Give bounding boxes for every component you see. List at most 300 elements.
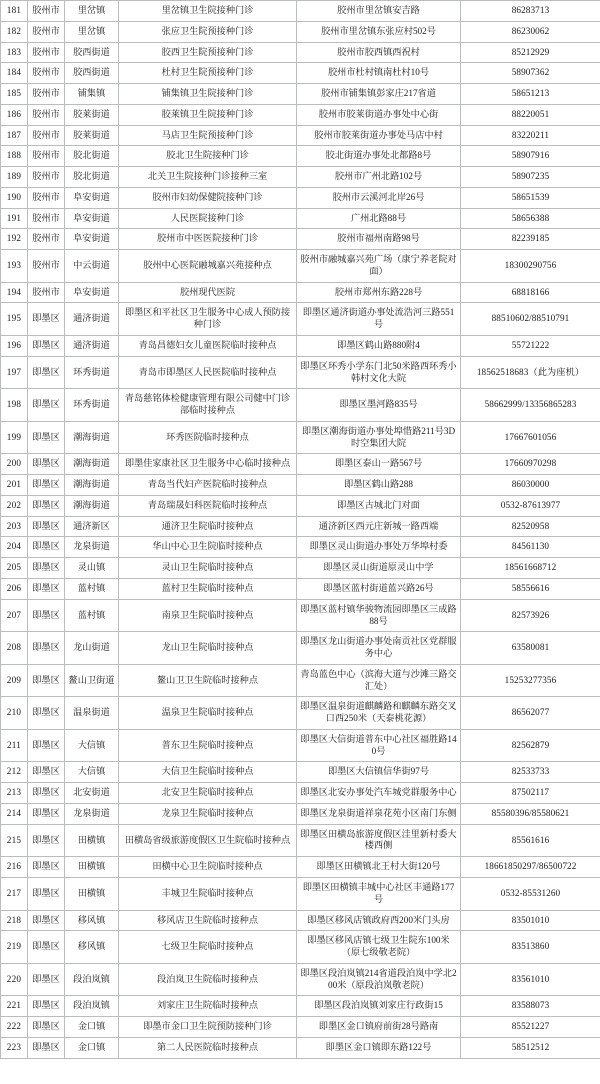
row-town-cell: 胶莱街道 — [65, 104, 119, 125]
row-address-cell: 胶州市胶莱街道办事处中心街 — [297, 104, 461, 125]
table-row — [1, 42, 600, 63]
row-phone-cell: 58651539 — [461, 187, 600, 208]
row-index-cell: 191 — [1, 208, 28, 229]
row-address-cell: 即墨区金口镇即东路122号 — [297, 1037, 461, 1058]
row-name-cell: 北关卫生院接种门诊接种三室 — [119, 167, 297, 188]
row-name-cell: 胶州市中医医院接种门诊 — [119, 229, 297, 250]
row-name-cell: 青岛昌德妇女儿童医院临时接种点 — [119, 336, 297, 357]
row-town-cell: 龙泉街道 — [65, 803, 119, 824]
row-town-cell: 阜安街道 — [65, 282, 119, 303]
row-name-cell: 青岛市即墨区人民医院临时接种点 — [119, 356, 297, 389]
row-name-cell: 胶州现代医院 — [119, 282, 297, 303]
table-row — [1, 1017, 600, 1038]
row-address-cell: 胶北街道办事处北都路8号 — [297, 146, 461, 167]
row-name-cell: 移风店卫生院临时接种点 — [119, 910, 297, 931]
row-address-cell: 即墨区移风店镇政府西200米门头房 — [297, 910, 461, 931]
table-row — [1, 1, 600, 22]
row-city-cell: 即墨区 — [28, 783, 65, 804]
row-address-cell: 胶州市胶莱街道办事处马店中村 — [297, 125, 461, 146]
row-index-cell: 213 — [1, 783, 28, 804]
row-city-cell: 即墨区 — [28, 803, 65, 824]
row-city-cell: 即墨区 — [28, 303, 65, 336]
row-phone-cell: 15253277356 — [461, 664, 600, 697]
row-name-cell: 华山中心卫生院临时接种点 — [119, 537, 297, 558]
row-index-cell: 221 — [1, 996, 28, 1017]
row-city-cell: 即墨区 — [28, 475, 65, 496]
row-address-cell: 即墨区灵山街道办事处万华埠村委 — [297, 537, 461, 558]
row-town-cell: 段泊岚镇 — [65, 996, 119, 1017]
row-name-cell: 青岛瑞晟妇科医院临时接种点 — [119, 495, 297, 516]
row-index-cell: 223 — [1, 1037, 28, 1058]
table-row — [1, 1037, 600, 1058]
row-name-cell: 张应卫生院预接种门诊 — [119, 21, 297, 42]
row-address-cell: 青岛蓝色中心（滨海大道与沙滩三路交汇处） — [297, 664, 461, 697]
row-city-cell: 胶州市 — [28, 250, 65, 283]
table-row — [1, 187, 600, 208]
row-index-cell: 195 — [1, 303, 28, 336]
row-index-cell: 181 — [1, 1, 28, 22]
row-town-cell: 大信镇 — [65, 762, 119, 783]
row-phone-cell: 18300290756 — [461, 250, 600, 283]
table-row — [1, 632, 600, 665]
row-town-cell: 里岔镇 — [65, 1, 119, 22]
row-name-cell: 里岔镇卫生院接种门诊 — [119, 1, 297, 22]
row-phone-cell: 85580396/85580621 — [461, 803, 600, 824]
table-row — [1, 229, 600, 250]
row-name-cell: 即墨区和平社区卫生服务中心成人预防接种门诊 — [119, 303, 297, 336]
row-name-cell: 蓝村卫生院临时接种点 — [119, 578, 297, 599]
row-name-cell: 第二人民医院临时接种点 — [119, 1037, 297, 1058]
row-city-cell: 即墨区 — [28, 664, 65, 697]
row-town-cell: 胶莱街道 — [65, 125, 119, 146]
row-index-cell: 200 — [1, 454, 28, 475]
row-town-cell: 胶北街道 — [65, 146, 119, 167]
row-city-cell: 即墨区 — [28, 910, 65, 931]
row-phone-cell: 18562518683（此为座机） — [461, 356, 600, 389]
row-name-cell: 即墨佳家康社区卫生服务中心临时接种点 — [119, 454, 297, 475]
row-index-cell: 210 — [1, 697, 28, 730]
row-name-cell: 鳌山卫卫生院临时接种点 — [119, 664, 297, 697]
row-address-cell: 即墨区潮海街道办事处埠惜路211号3D时空集团大院 — [297, 421, 461, 454]
row-city-cell: 胶州市 — [28, 208, 65, 229]
row-index-cell: 196 — [1, 336, 28, 357]
row-city-cell: 即墨区 — [28, 1017, 65, 1038]
table-row — [1, 931, 600, 964]
row-address-cell: 胶州市广州北路102号 — [297, 167, 461, 188]
row-name-cell: 胶州市妇幼保健院接种门诊 — [119, 187, 297, 208]
row-phone-cell: 55721222 — [461, 336, 600, 357]
row-index-cell: 186 — [1, 104, 28, 125]
row-name-cell: 即墨市金口卫生院预防接种门诊 — [119, 1017, 297, 1038]
row-phone-cell: 82562879 — [461, 729, 600, 762]
table-row — [1, 729, 600, 762]
row-phone-cell: 83220211 — [461, 125, 600, 146]
row-name-cell: 大信卫生院临时接种点 — [119, 762, 297, 783]
table-row — [1, 250, 600, 283]
row-town-cell: 蓝村镇 — [65, 578, 119, 599]
row-city-cell: 胶州市 — [28, 84, 65, 105]
row-phone-cell: 58662999/13356865283 — [461, 389, 600, 422]
row-town-cell: 铺集镇 — [65, 84, 119, 105]
row-town-cell: 潮海街道 — [65, 454, 119, 475]
row-city-cell: 即墨区 — [28, 857, 65, 878]
row-address-cell: 胶州市铺集镇彭家庄217省道 — [297, 84, 461, 105]
row-name-cell: 温泉卫生院临时接种点 — [119, 697, 297, 730]
row-index-cell: 214 — [1, 803, 28, 824]
row-address-cell: 胶州市里岔镇安吉路 — [297, 1, 461, 22]
row-index-cell: 204 — [1, 537, 28, 558]
row-address-cell: 通济新区西元庄新城一路西端 — [297, 516, 461, 537]
row-name-cell: 胶北卫生院接种门诊 — [119, 146, 297, 167]
row-city-cell: 即墨区 — [28, 632, 65, 665]
row-address-cell: 即墨区鹤山路288 — [297, 475, 461, 496]
row-phone-cell: 0532-85531260 — [461, 877, 600, 910]
table-row — [1, 664, 600, 697]
row-phone-cell: 17660970298 — [461, 454, 600, 475]
row-address-cell: 胶州市杜村镇南杜村10号 — [297, 63, 461, 84]
row-index-cell: 198 — [1, 389, 28, 422]
row-city-cell: 胶州市 — [28, 187, 65, 208]
row-city-cell: 胶州市 — [28, 63, 65, 84]
row-address-cell: 即墨区温泉街道麒麟路和麒麟东路交叉口西250米（天泰桃花源） — [297, 697, 461, 730]
row-city-cell: 胶州市 — [28, 167, 65, 188]
row-address-cell: 胶州市里岔镇东张应村502号 — [297, 21, 461, 42]
row-town-cell: 龙泉街道 — [65, 537, 119, 558]
row-city-cell: 即墨区 — [28, 697, 65, 730]
row-town-cell: 龙山街道 — [65, 632, 119, 665]
row-name-cell: 胶州中心医院融城嘉兴苑接种点 — [119, 250, 297, 283]
table-row — [1, 282, 600, 303]
row-phone-cell: 17667601056 — [461, 421, 600, 454]
row-index-cell: 193 — [1, 250, 28, 283]
table-row — [1, 104, 600, 125]
row-address-cell: 即墨区灵山街道原灵山中学 — [297, 558, 461, 579]
table-row — [1, 996, 600, 1017]
row-address-cell: 即墨区金口镇府前街28号路南 — [297, 1017, 461, 1038]
row-phone-cell: 83501010 — [461, 910, 600, 931]
row-town-cell: 灵山镇 — [65, 558, 119, 579]
table-row — [1, 303, 600, 336]
row-name-cell: 普东卫生院临时接种点 — [119, 729, 297, 762]
table-row — [1, 824, 600, 857]
row-address-cell: 即墨区古城北门对面 — [297, 495, 461, 516]
row-address-cell: 胶州市郑州东路228号 — [297, 282, 461, 303]
row-index-cell: 218 — [1, 910, 28, 931]
row-town-cell: 蓝村镇 — [65, 599, 119, 632]
row-address-cell: 即墨区段泊岚镇刘家庄行政街15 — [297, 996, 461, 1017]
row-city-cell: 胶州市 — [28, 42, 65, 63]
row-town-cell: 阜安街道 — [65, 229, 119, 250]
row-name-cell: 胶莱镇卫生院接种门诊 — [119, 104, 297, 125]
row-town-cell: 田横镇 — [65, 877, 119, 910]
row-phone-cell: 18661850297/86500722 — [461, 857, 600, 878]
table-row — [1, 125, 600, 146]
table-row — [1, 495, 600, 516]
table-row — [1, 963, 600, 996]
row-name-cell: 杜村卫生院预接种门诊 — [119, 63, 297, 84]
row-name-cell: 北安卫生院临时接种点 — [119, 783, 297, 804]
row-phone-cell: 82533733 — [461, 762, 600, 783]
row-phone-cell: 58907362 — [461, 63, 600, 84]
row-index-cell: 201 — [1, 475, 28, 496]
table-row — [1, 537, 600, 558]
row-town-cell: 通济街道 — [65, 336, 119, 357]
row-city-cell: 即墨区 — [28, 389, 65, 422]
row-town-cell: 胶西街道 — [65, 63, 119, 84]
row-phone-cell: 84561130 — [461, 537, 600, 558]
row-name-cell: 通济卫生院临时接种点 — [119, 516, 297, 537]
row-index-cell: 222 — [1, 1017, 28, 1038]
row-town-cell: 环秀街道 — [65, 389, 119, 422]
row-address-cell: 即墨区墨河路835号 — [297, 389, 461, 422]
row-address-cell: 胶州市胶西镇西祝村 — [297, 42, 461, 63]
row-address-cell: 即墨区田横岛旅游度假区洼里新村委大楼西侧 — [297, 824, 461, 857]
row-phone-cell: 85212929 — [461, 42, 600, 63]
row-phone-cell: 86230062 — [461, 21, 600, 42]
row-address-cell: 即墨区鹤山路880附4 — [297, 336, 461, 357]
row-index-cell: 188 — [1, 146, 28, 167]
table-row — [1, 167, 600, 188]
table-body — [1, 1, 600, 1059]
row-phone-cell: 68818166 — [461, 282, 600, 303]
row-town-cell: 金口镇 — [65, 1017, 119, 1038]
row-index-cell: 202 — [1, 495, 28, 516]
row-city-cell: 即墨区 — [28, 537, 65, 558]
row-town-cell: 通济新区 — [65, 516, 119, 537]
row-city-cell: 即墨区 — [28, 599, 65, 632]
table-row — [1, 803, 600, 824]
row-address-cell: 广州北路88号 — [297, 208, 461, 229]
row-address-cell: 即墨区田横镇北王村大街120号 — [297, 857, 461, 878]
row-phone-cell: 58907235 — [461, 167, 600, 188]
row-city-cell: 胶州市 — [28, 1, 65, 22]
row-phone-cell: 82573926 — [461, 599, 600, 632]
row-address-cell: 即墨区移风店镇七级卫生院东100米（原七级敬老院） — [297, 931, 461, 964]
row-index-cell: 209 — [1, 664, 28, 697]
row-phone-cell: 58556616 — [461, 578, 600, 599]
row-city-cell: 即墨区 — [28, 495, 65, 516]
row-phone-cell: 83513860 — [461, 931, 600, 964]
row-phone-cell: 85521227 — [461, 1017, 600, 1038]
row-name-cell: 铺集镇卫生院接种门诊 — [119, 84, 297, 105]
row-address-cell: 即墨区蓝村镇华骏物流园即墨区三成路88号 — [297, 599, 461, 632]
row-address-cell: 即墨区段泊岚镇214省道段泊岚中学北200米（原段泊岚敬老院） — [297, 963, 461, 996]
row-index-cell: 185 — [1, 84, 28, 105]
table-row — [1, 389, 600, 422]
row-city-cell: 胶州市 — [28, 229, 65, 250]
row-name-cell: 龙山卫生院临时接种点 — [119, 632, 297, 665]
row-index-cell: 220 — [1, 963, 28, 996]
row-phone-cell: 88510602/88510791 — [461, 303, 600, 336]
row-index-cell: 190 — [1, 187, 28, 208]
row-index-cell: 208 — [1, 632, 28, 665]
row-phone-cell: 18561668712 — [461, 558, 600, 579]
row-town-cell: 阜安街道 — [65, 208, 119, 229]
row-index-cell: 207 — [1, 599, 28, 632]
row-index-cell: 189 — [1, 167, 28, 188]
row-name-cell: 灵山卫生院临时接种点 — [119, 558, 297, 579]
row-name-cell: 南泉卫生院临时接种点 — [119, 599, 297, 632]
row-name-cell: 胶西卫生院预接种门诊 — [119, 42, 297, 63]
row-name-cell: 龙泉卫生院临时接种点 — [119, 803, 297, 824]
table-row — [1, 910, 600, 931]
row-city-cell: 即墨区 — [28, 578, 65, 599]
table-row — [1, 475, 600, 496]
row-phone-cell: 63580081 — [461, 632, 600, 665]
row-city-cell: 即墨区 — [28, 729, 65, 762]
table-row — [1, 783, 600, 804]
row-city-cell: 即墨区 — [28, 762, 65, 783]
row-city-cell: 胶州市 — [28, 146, 65, 167]
table-row — [1, 21, 600, 42]
row-town-cell: 金口镇 — [65, 1037, 119, 1058]
row-address-cell: 即墨区龙山街道办事处南贡社区党群服务中心 — [297, 632, 461, 665]
row-address-cell: 即墨区大信街道普东中心社区福胜路140号 — [297, 729, 461, 762]
row-address-cell: 即墨区通济街道办事处流浩河三路551号 — [297, 303, 461, 336]
row-address-cell: 胶州市福州南路98号 — [297, 229, 461, 250]
row-phone-cell: 86283713 — [461, 1, 600, 22]
row-address-cell: 即墨区北安办事处汽车城党群服务中心 — [297, 783, 461, 804]
row-city-cell: 即墨区 — [28, 421, 65, 454]
row-index-cell: 219 — [1, 931, 28, 964]
row-town-cell: 温泉街道 — [65, 697, 119, 730]
row-address-cell: 胶州市云溪河北岸26号 — [297, 187, 461, 208]
table-row — [1, 454, 600, 475]
row-city-cell: 即墨区 — [28, 877, 65, 910]
row-name-cell: 青岛当代妇产医院临时接种点 — [119, 475, 297, 496]
row-town-cell: 移风镇 — [65, 931, 119, 964]
row-address-cell: 即墨区田横镇丰城中心社区丰通路177号 — [297, 877, 461, 910]
row-name-cell: 丰城卫生院临时接种点 — [119, 877, 297, 910]
table-row — [1, 208, 600, 229]
row-town-cell: 中云街道 — [65, 250, 119, 283]
row-index-cell: 184 — [1, 63, 28, 84]
row-city-cell: 即墨区 — [28, 516, 65, 537]
row-phone-cell: 82239185 — [461, 229, 600, 250]
row-address-cell: 胶州市融城嘉兴苑广场（康宁养老院对面） — [297, 250, 461, 283]
row-city-cell: 即墨区 — [28, 824, 65, 857]
row-city-cell: 即墨区 — [28, 963, 65, 996]
row-town-cell: 移风镇 — [65, 910, 119, 931]
row-phone-cell: 58656388 — [461, 208, 600, 229]
row-address-cell: 即墨区大信镇信华街97号 — [297, 762, 461, 783]
table-row — [1, 599, 600, 632]
row-index-cell: 211 — [1, 729, 28, 762]
table-row — [1, 857, 600, 878]
row-phone-cell: 86562077 — [461, 697, 600, 730]
table-row — [1, 516, 600, 537]
table-row — [1, 558, 600, 579]
row-town-cell: 田横镇 — [65, 824, 119, 857]
row-name-cell: 刘家庄卫生院临时接种点 — [119, 996, 297, 1017]
row-phone-cell: 83588073 — [461, 996, 600, 1017]
row-city-cell: 即墨区 — [28, 1037, 65, 1058]
row-name-cell: 段泊岚卫生院临时接种点 — [119, 963, 297, 996]
row-town-cell: 段泊岚镇 — [65, 963, 119, 996]
row-phone-cell: 85561616 — [461, 824, 600, 857]
row-town-cell: 鳌山卫街道 — [65, 664, 119, 697]
row-index-cell: 216 — [1, 857, 28, 878]
row-index-cell: 215 — [1, 824, 28, 857]
row-city-cell: 即墨区 — [28, 356, 65, 389]
row-city-cell: 即墨区 — [28, 454, 65, 475]
row-town-cell: 潮海街道 — [65, 475, 119, 496]
row-town-cell: 胶西街道 — [65, 42, 119, 63]
row-phone-cell: 58907916 — [461, 146, 600, 167]
row-town-cell: 胶北街道 — [65, 167, 119, 188]
row-index-cell: 212 — [1, 762, 28, 783]
row-town-cell: 阜安街道 — [65, 187, 119, 208]
row-phone-cell: 86030000 — [461, 475, 600, 496]
table-row — [1, 146, 600, 167]
row-index-cell: 199 — [1, 421, 28, 454]
row-town-cell: 环秀街道 — [65, 356, 119, 389]
row-index-cell: 182 — [1, 21, 28, 42]
row-city-cell: 即墨区 — [28, 558, 65, 579]
row-index-cell: 187 — [1, 125, 28, 146]
row-city-cell: 即墨区 — [28, 931, 65, 964]
table-row — [1, 697, 600, 730]
row-town-cell: 潮海街道 — [65, 421, 119, 454]
row-town-cell: 田横镇 — [65, 857, 119, 878]
table-row — [1, 63, 600, 84]
row-town-cell: 里岔镇 — [65, 21, 119, 42]
row-address-cell: 即墨区蓝村街道蓝兴路26号 — [297, 578, 461, 599]
table-row — [1, 578, 600, 599]
table-row — [1, 762, 600, 783]
table-row — [1, 877, 600, 910]
row-town-cell: 潮海街道 — [65, 495, 119, 516]
row-index-cell: 217 — [1, 877, 28, 910]
table-row — [1, 356, 600, 389]
table-row — [1, 336, 600, 357]
row-city-cell: 即墨区 — [28, 996, 65, 1017]
row-phone-cell: 87502117 — [461, 783, 600, 804]
row-city-cell: 即墨区 — [28, 336, 65, 357]
row-name-cell: 田横岛省级旅游度假区卫生院临时接种点 — [119, 824, 297, 857]
row-address-cell: 即墨区龙泉街道祥泉花苑小区南门东侧 — [297, 803, 461, 824]
row-phone-cell: 82520958 — [461, 516, 600, 537]
row-city-cell: 胶州市 — [28, 282, 65, 303]
row-index-cell: 203 — [1, 516, 28, 537]
row-city-cell: 胶州市 — [28, 21, 65, 42]
row-index-cell: 192 — [1, 229, 28, 250]
row-name-cell: 马店卫生院预接种门诊 — [119, 125, 297, 146]
row-phone-cell: 88220051 — [461, 104, 600, 125]
table-row — [1, 84, 600, 105]
row-phone-cell: 83561010 — [461, 963, 600, 996]
row-name-cell: 田横中心卫生院临时接种点 — [119, 857, 297, 878]
row-phone-cell: 58512512 — [461, 1037, 600, 1058]
row-index-cell: 205 — [1, 558, 28, 579]
row-city-cell: 胶州市 — [28, 104, 65, 125]
row-phone-cell: 58651213 — [461, 84, 600, 105]
table-row — [1, 421, 600, 454]
row-index-cell: 197 — [1, 356, 28, 389]
row-index-cell: 194 — [1, 282, 28, 303]
row-name-cell: 人民医院接种门诊 — [119, 208, 297, 229]
row-city-cell: 胶州市 — [28, 125, 65, 146]
row-address-cell: 即墨区环秀小学东门北50米路西环秀小韩村文化大院 — [297, 356, 461, 389]
row-index-cell: 183 — [1, 42, 28, 63]
row-phone-cell: 0532-87613977 — [461, 495, 600, 516]
row-name-cell: 青岛慈铭体检健康管理有限公司健中门诊部临时接种点 — [119, 389, 297, 422]
row-town-cell: 通济街道 — [65, 303, 119, 336]
row-name-cell: 环秀医院临时接种点 — [119, 421, 297, 454]
row-index-cell: 206 — [1, 578, 28, 599]
row-address-cell: 即墨区泰山一路567号 — [297, 454, 461, 475]
row-town-cell: 北安街道 — [65, 783, 119, 804]
